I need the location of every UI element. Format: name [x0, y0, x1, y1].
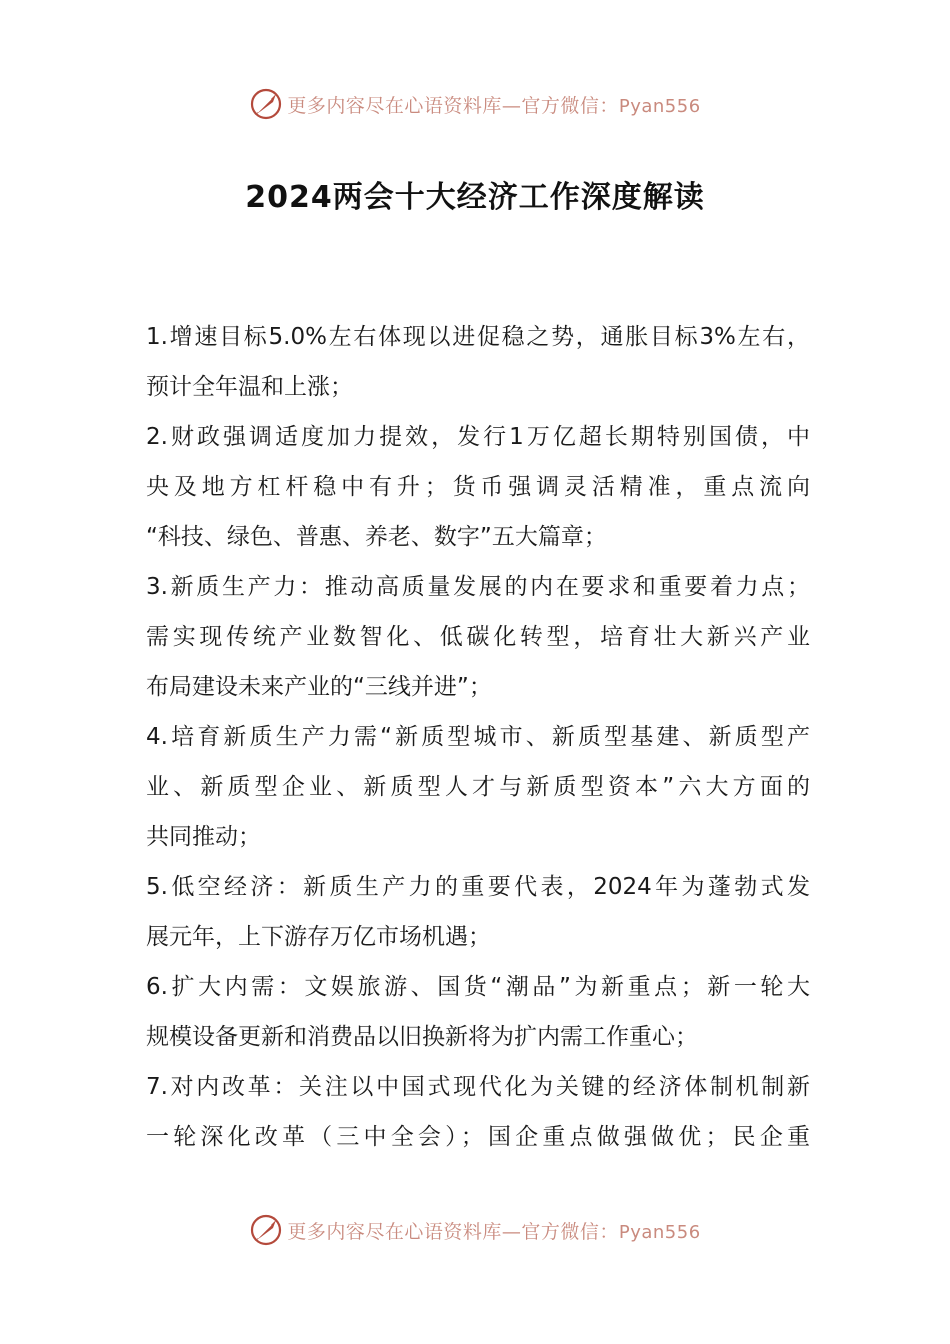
text-line: 展元年，上下游存万亿市场机遇；	[146, 924, 491, 950]
text-line: 布局建设未来产业的“三线并进”；	[146, 674, 492, 700]
quill-pen-logo-icon	[249, 1213, 283, 1247]
wechat-id: Pyan556	[618, 95, 701, 117]
header-watermark	[0, 84, 950, 124]
text-line: 共同推动；	[146, 824, 261, 850]
text-line: 1.增速目标5.0%左右体现以进促稳之势，通胀目标3%左右，	[146, 324, 810, 350]
text-line: 需实现传统产业数智化、低碳化转型，培育壮大新兴产业	[146, 624, 810, 650]
text-line: 央及地方杠杆稳中有升；货币强调灵活精准，重点流向	[146, 474, 810, 500]
text-line: 2.财政强调适度加力提效，发行1万亿超长期特别国债，中	[146, 424, 810, 450]
text-line: 4.培育新质生产力需“新质型城市、新质型基建、新质型产	[146, 724, 810, 750]
text-line: 预计全年温和上涨；	[146, 374, 353, 400]
watermark-text: 更多内容尽在心语资料库—官方微信：Pyan556	[287, 94, 701, 117]
quill-pen-logo-icon	[249, 87, 283, 121]
watermark-text: 更多内容尽在心语资料库—官方微信：Pyan556	[287, 1220, 701, 1243]
wechat-id: Pyan556	[618, 1221, 701, 1243]
text-line: 业、新质型企业、新质型人才与新质型资本”六大方面的	[146, 774, 810, 800]
text-line: 5.低空经济：新质生产力的重要代表，2024年为蓬勃式发	[146, 874, 810, 900]
document-body	[146, 312, 810, 1162]
text-line: 一轮深化改革（三中全会）；国企重点做强做优；民企重	[146, 1124, 810, 1150]
text-line: 7.对内改革：关注以中国式现代化为关键的经济体制机制新	[146, 1074, 810, 1100]
text-line: 6.扩大内需：文娱旅游、国货“潮品”为新重点；新一轮大	[146, 974, 810, 1000]
page-title: 2024两会十大经济工作深度解读	[245, 180, 705, 215]
text-line: 3.新质生产力：推动高质量发展的内在要求和重要着力点；	[146, 574, 810, 600]
text-line: “科技、绿色、普惠、养老、数字”五大篇章；	[146, 524, 607, 550]
text-line: 规模设备更新和消费品以旧换新将为扩内需工作重心；	[146, 1024, 698, 1050]
footer-watermark	[0, 1210, 950, 1250]
